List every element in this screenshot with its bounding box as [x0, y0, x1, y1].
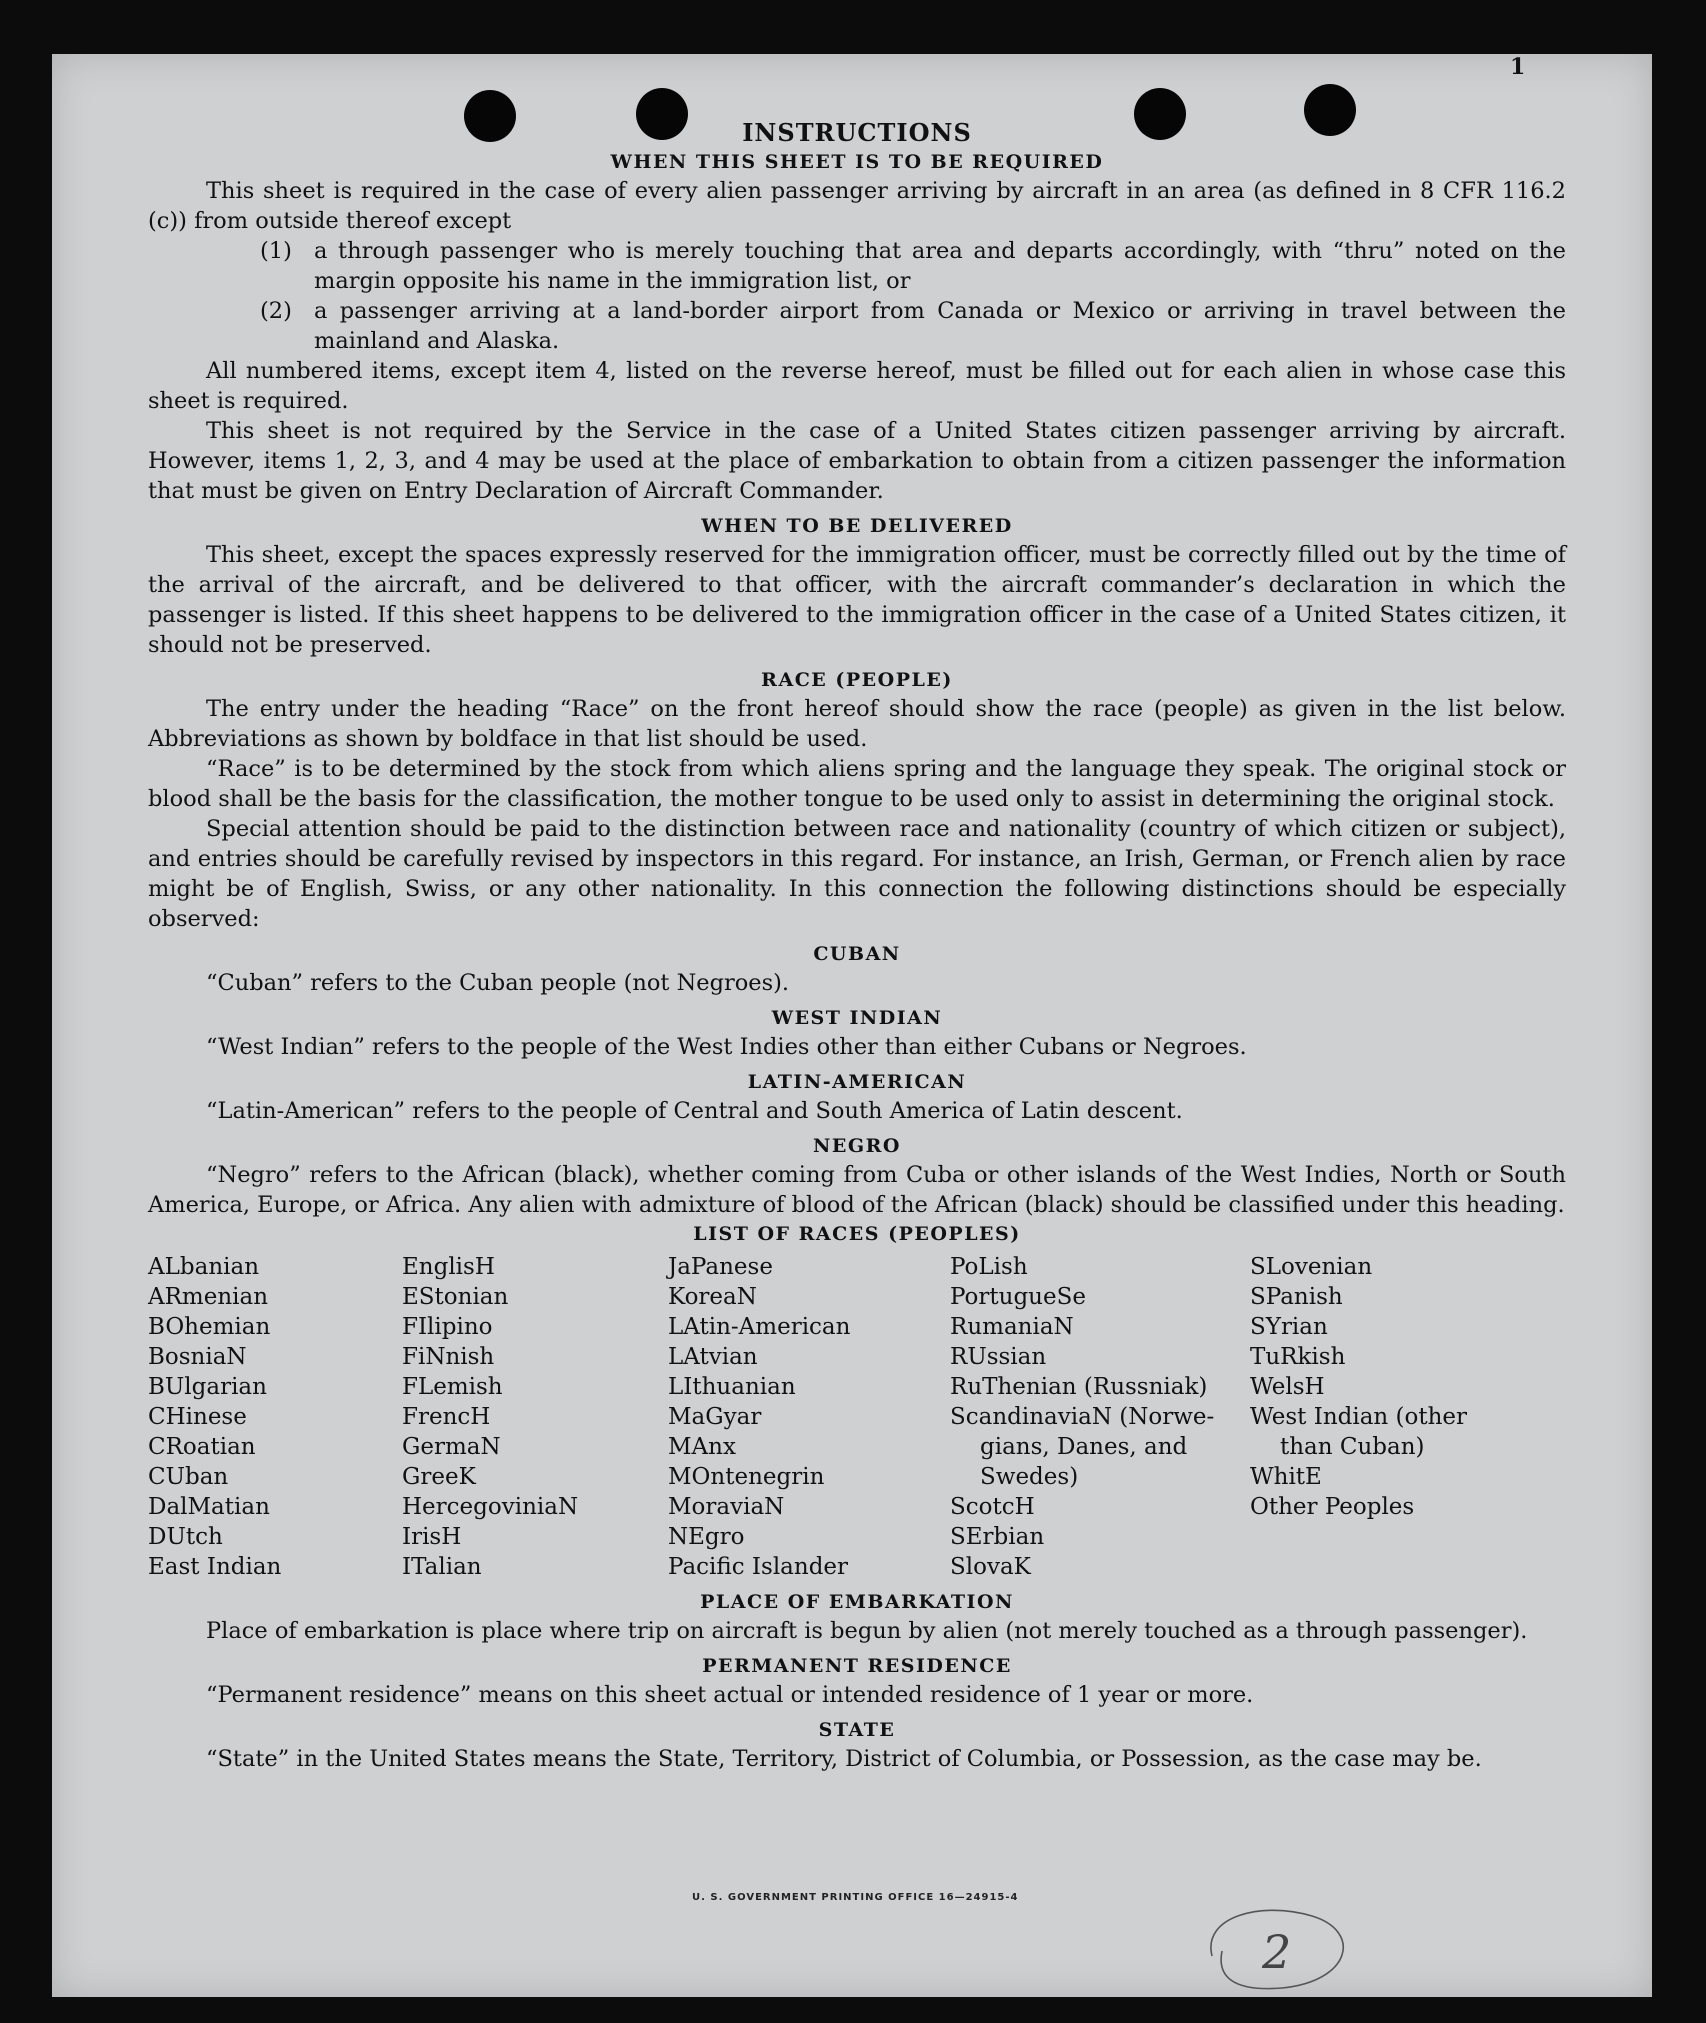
paragraph: “Latin-American” refers to the people of Central and South America of Latin descent.: [206, 1098, 1183, 1124]
race-entry: CHinese: [148, 1404, 247, 1430]
paragraph: “Negro” refers to the African (black), whether coming from Cuba or other islands of the West Indies, North or South America, Europe, or Africa. Any alien with admixture of blood of the African (black) should be classified under this heading.: [148, 1162, 1566, 1218]
section-heading: WHEN THIS SHEET IS TO BE REQUIRED: [610, 151, 1104, 173]
paragraph: This sheet is not required by the Service in the case of a United States citizen passenger arriving by aircraft. However, items 1, 2, 3, and 4 may be used at the place of embarkation to obtain from a citizen passenger the information that must be given on Entry Declaration of Aircraft Commander.: [148, 418, 1566, 504]
race-entry: ALbanian: [148, 1254, 260, 1280]
item-number: (1): [260, 238, 292, 264]
race-entry: ITalian: [402, 1554, 482, 1580]
list-item: [148, 236, 1566, 296]
paragraph: Place of embarkation is place where trip on aircraft is begun by alien (not merely touched as a through passenger).: [206, 1618, 1528, 1644]
page-number: 1: [1510, 54, 1526, 80]
race-entry: NEgro: [668, 1524, 745, 1550]
race-entry: EStonian: [402, 1284, 509, 1310]
instructions-body: [148, 118, 1566, 1774]
race-entry: DalMatian: [148, 1494, 270, 1520]
race-entry: GermaN: [402, 1434, 501, 1460]
race-entry: CUban: [148, 1464, 229, 1490]
paragraph: “West Indian” refers to the people of the West Indies other than either Cubans or Negroes.: [206, 1034, 1247, 1060]
races-column: [950, 1252, 1250, 1582]
race-entry: gians, Danes, and: [980, 1434, 1188, 1460]
race-entry: SErbian: [950, 1524, 1045, 1550]
races-list: [148, 1252, 1566, 1582]
handwritten-mark: [1192, 1896, 1372, 1996]
race-entry: MAnx: [668, 1434, 736, 1460]
races-column: [148, 1252, 402, 1582]
section-heading: WHEN TO BE DELIVERED: [701, 515, 1013, 537]
race-entry: WhitE: [1250, 1464, 1322, 1490]
section-heading: PERMANENT RESIDENCE: [702, 1655, 1012, 1677]
page-title: INSTRUCTIONS: [742, 118, 972, 147]
race-entry: KoreaN: [668, 1284, 757, 1310]
section-heading: LATIN-AMERICAN: [747, 1071, 967, 1093]
race-entry: FIlipino: [402, 1314, 493, 1340]
races-column: [668, 1252, 950, 1582]
document-sheet: [52, 54, 1652, 1997]
race-entry: BOhemian: [148, 1314, 271, 1340]
race-entry: PoLish: [950, 1254, 1028, 1280]
race-entry: SYrian: [1250, 1314, 1328, 1340]
race-entry: Other Peoples: [1250, 1494, 1415, 1520]
section-heading: WEST INDIAN: [771, 1007, 943, 1029]
paragraph: Special attention should be paid to the distinction between race and nationality (country of which citizen or subject), and entries should be carefully revised by inspectors in this regard. For instance, an Irish, German, or French alien by race might be of English, Swiss, or any other nationality. In this connection the following distinctions should be especially observed:: [148, 816, 1566, 932]
race-entry: FiNnish: [402, 1344, 495, 1370]
race-entry: LAtvian: [668, 1344, 758, 1370]
race-entry: WelsH: [1250, 1374, 1325, 1400]
race-entry: GreeK: [402, 1464, 476, 1490]
paragraph: This sheet, except the spaces expressly reserved for the immigration officer, must be correctly filled out by the time of the arrival of the aircraft, and be delivered to that officer, with the aircraft commander’s declaration in which the passenger is listed. If this sheet happens to be delivered to the immigration officer in the case of a United States citizen, it should not be preserved.: [148, 542, 1566, 658]
paragraph: “State” in the United States means the State, Territory, District of Columbia, or Possession, as the case may be.: [206, 1746, 1482, 1772]
race-entry: LAtin-American: [668, 1314, 851, 1340]
race-entry: MoraviaN: [668, 1494, 785, 1520]
item-text: a passenger arriving at a land-border airport from Canada or Mexico or arriving in travel between the mainland and Alaska.: [314, 298, 1566, 354]
race-entry: BosniaN: [148, 1344, 247, 1370]
race-entry: LIthuanian: [668, 1374, 796, 1400]
race-entry: ARmenian: [148, 1284, 269, 1310]
race-entry: HercegoviniaN: [402, 1494, 579, 1520]
section-heading: STATE: [818, 1719, 896, 1741]
race-entry: ScotcH: [950, 1494, 1035, 1520]
handwritten-number: 2: [1262, 1925, 1292, 1979]
item-number: (2): [260, 298, 292, 324]
race-entry: MOntenegrin: [668, 1464, 825, 1490]
race-entry: ScandinaviaN (Norwe-: [950, 1404, 1215, 1430]
section-heading: NEGRO: [813, 1135, 901, 1157]
race-entry: Pacific Islander: [668, 1554, 849, 1580]
section-heading: CUBAN: [813, 943, 901, 965]
race-entry: IrisH: [402, 1524, 462, 1550]
race-entry: SlovaK: [950, 1554, 1031, 1580]
section-heading: RACE (PEOPLE): [761, 669, 953, 691]
race-entry: CRoatian: [148, 1434, 256, 1460]
races-column: [1250, 1252, 1566, 1582]
paragraph: “Permanent residence” means on this sheet actual or intended residence of 1 year or more.: [206, 1682, 1254, 1708]
race-entry: East Indian: [148, 1554, 282, 1580]
race-entry: FrencH: [402, 1404, 491, 1430]
race-entry: West Indian (other: [1250, 1404, 1468, 1430]
race-entry: FLemish: [402, 1374, 503, 1400]
races-column: [402, 1252, 668, 1582]
race-entry: than Cuban): [1280, 1434, 1425, 1460]
race-entry: JaPanese: [668, 1254, 773, 1280]
race-entry: TuRkish: [1250, 1344, 1346, 1370]
paragraph: This sheet is required in the case of every alien passenger arriving by aircraft in an area (as defined in 8 CFR 116.2 (c)) from outside thereof except: [148, 178, 1566, 234]
race-entry: RUssian: [950, 1344, 1047, 1370]
race-entry: BUlgarian: [148, 1374, 267, 1400]
section-heading: PLACE OF EMBARKATION: [700, 1591, 1014, 1613]
race-entry: DUtch: [148, 1524, 223, 1550]
race-entry: EnglisH: [402, 1254, 495, 1280]
race-entry: RuThenian (Russniak): [950, 1374, 1208, 1400]
race-entry: RumaniaN: [950, 1314, 1074, 1340]
list-item: [148, 296, 1566, 356]
section-heading: LIST OF RACES (PEOPLES): [693, 1223, 1021, 1245]
item-text: a through passenger who is merely touching that area and departs accordingly, with “thru” noted on the margin opposite his name in the immigration list, or: [314, 238, 1566, 294]
paragraph: The entry under the heading “Race” on the front hereof should show the race (people) as given in the list below. Abbreviations as shown by boldface in that list should be used.: [148, 696, 1566, 752]
paragraph: “Race” is to be determined by the stock from which aliens spring and the language they speak. The original stock or blood shall be the basis for the classification, the mother tongue to be used only to assist in determining the original stock.: [148, 756, 1566, 812]
paragraph: “Cuban” refers to the Cuban people (not Negroes).: [206, 970, 790, 996]
race-entry: MaGyar: [668, 1404, 762, 1430]
race-entry: Swedes): [980, 1464, 1079, 1490]
race-entry: SLovenian: [1250, 1254, 1373, 1280]
race-entry: PortugueSe: [950, 1284, 1086, 1310]
race-entry: SPanish: [1250, 1284, 1343, 1310]
printer-footer: U. S. GOVERNMENT PRINTING OFFICE 16—24915-4: [692, 1892, 1019, 1903]
paragraph: All numbered items, except item 4, listed on the reverse hereof, must be filled out for each alien in whose case this sheet is required.: [148, 358, 1566, 414]
